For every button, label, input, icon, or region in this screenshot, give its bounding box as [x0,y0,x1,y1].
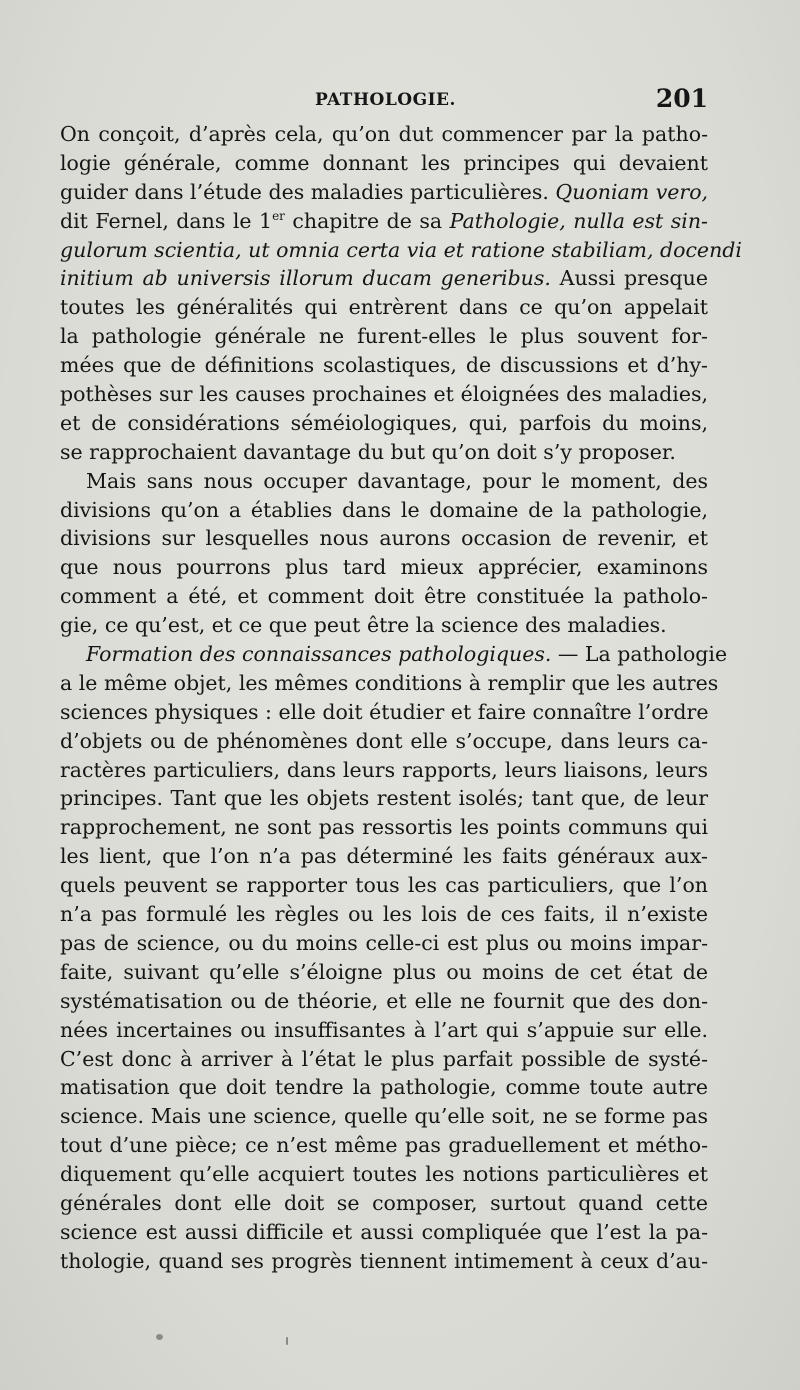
line-text: quels peuvent se rapporter tous les cas particuliers, que l’on [60,873,708,898]
text-line [60,611,708,640]
body-text [60,120,742,1276]
text-line [60,149,708,178]
running-title: PATHOLOGIE. [315,90,456,110]
text-line [60,929,708,958]
line-text: faite, suivant qu’elle s’éloigne plus ou moins de cet état de [60,959,708,984]
line-text: a le même objet, les mêmes conditions à remplir que les autres [60,670,719,695]
text-line [60,1073,708,1102]
text-line [60,582,708,611]
text-line [60,1160,708,1189]
text-line [60,900,708,929]
text-line [60,496,708,525]
section-heading: Formation des connaissances pathologiques. [86,642,552,667]
text-line [60,1218,708,1247]
line-text: et de considérations séméiologiques, qui, parfois du moins, [60,410,708,435]
line-text: pothèses sur les causes prochaines et éloignées des maladies, [60,382,708,407]
text-line [60,1189,708,1218]
text-line [60,842,708,871]
line-text: générales dont elle doit se composer, surtout quand cette [60,1190,708,1215]
line-text: gie, ce qu’est, et ce que peut être la science des maladies. [60,613,667,638]
line-text: que nous pourrons plus tard mieux apprécier, examinons [60,555,708,580]
line-text: ractères particuliers, dans leurs rapports, leurs liaisons, leurs [60,757,708,782]
line-text: se rapprochaient davantage du but qu’on doit s’y proposer. [60,439,676,464]
text-line [60,438,708,467]
text-line [60,784,708,813]
text-line [60,467,708,496]
line-text: On conçoit, d’après cela, qu’on dut commencer par la patho- [60,122,708,146]
line-text: science. Mais une science, quelle qu’elle soit, ne se forme pas [60,1104,708,1129]
line-text: pas de science, ou du moins celle-ci est plus ou moins impar- [60,930,708,955]
line-text: chapitre de sa [292,208,443,233]
text-line [60,264,708,293]
text-line [60,1247,708,1276]
text-line [60,727,708,756]
line-text: diquement qu’elle acquiert toutes les notions particulières et [60,1162,708,1187]
page-number: 201 [655,84,708,113]
latin-quote: Pathologie, nulla est sin- [449,208,708,233]
line-text: logie générale, comme donnant les principes qui devaient [60,150,708,175]
paper-speck [286,1337,288,1345]
line-text: toutes les généralités qui entrèrent dans ce qu’on appelait [60,295,708,320]
latin-quote: initium ab universis illorum ducam generibus. [60,266,551,291]
text-line [60,120,708,149]
line-text: Aussi presque [559,266,708,291]
line-text: n’a pas formulé les règles ou les lois de ces faits, il n’existe [60,902,708,927]
text-line [60,958,708,987]
line-text: tout d’une pièce; ce n’est même pas graduellement et métho- [60,1133,708,1158]
text-line [60,207,708,236]
line-text: thologie, quand ses progrès tiennent intimement à ceux d’au- [60,1248,708,1273]
line-text: les lient, que l’on n’a pas déterminé les faits généraux aux- [60,844,708,869]
line-text: nées incertaines ou insuffisantes à l’art qui s’appuie sur elle. [60,1017,708,1042]
text-line [60,987,708,1016]
running-head [60,86,708,118]
text-line [60,409,708,438]
text-line [60,756,708,785]
line-text: la pathologie générale ne furent-elles le plus souvent for- [60,324,708,349]
paper-speck [156,1334,163,1340]
line-text: — La pathologie [557,642,728,667]
line-text: dit Fernel, dans le 1 [60,208,273,233]
text-line [60,553,708,582]
line-text: matisation que doit tendre la pathologie, comme toute autre [60,1075,708,1100]
latin-quote: Quoniam vero, [555,179,709,204]
line-text: C’est donc à arriver à l’état le plus parfait possible de systé- [60,1046,708,1071]
text-line [60,236,742,265]
line-text: systématisation ou de théorie, et elle ne fournit que des don- [60,988,708,1013]
line-text: d’objets ou de phénomènes dont elle s’occupe, dans leurs ca- [60,728,708,753]
text-line [60,698,708,727]
line-text: sciences physiques : elle doit étudier et faire connaître l’ordre [60,699,709,724]
text-line [60,813,708,842]
text-line [60,871,708,900]
line-text: comment a été, et comment doit être constituée la patholo- [60,584,708,609]
line-text: principes. Tant que les objets restent isolés; tant que, de leur [60,786,708,811]
latin-quote: gulorum scientia, ut omnia certa via et ratione stabiliam, docendi [60,237,742,262]
line-text: rapprochement, ne sont pas ressortis les points communs qui [60,815,708,840]
line-text: divisions qu’on a établies dans le domaine de la pathologie, [60,497,708,522]
text-line [60,293,708,322]
line-text: Mais sans nous occuper davantage, pour le moment, des [86,468,708,493]
text-line [60,1131,708,1160]
text-line [60,524,708,553]
text-line [60,351,708,380]
text-line [60,322,708,351]
text-line [60,178,708,207]
line-text: guider dans l’étude des maladies particulières. [60,179,549,204]
text-line [60,1102,708,1131]
text-line [60,380,708,409]
text-line [60,669,719,698]
text-line [60,640,728,669]
text-line [60,1045,708,1074]
line-text: science est aussi difficile et aussi compliquée que l’est la pa- [60,1219,708,1244]
line-text: mées que de définitions scolastiques, de discussions et d’hy- [60,353,708,378]
line-text: divisions sur lesquelles nous aurons occasion de revenir, et [60,526,708,551]
text-line [60,1016,708,1045]
superscript: er [272,208,285,223]
